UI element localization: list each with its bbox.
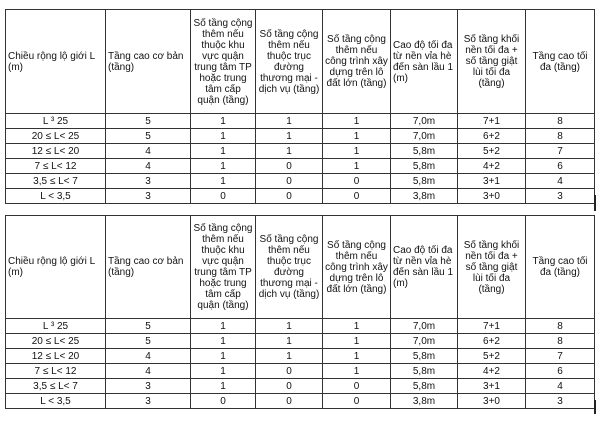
table-cell: 1	[191, 174, 256, 189]
table-cell: 8	[526, 114, 595, 129]
header-central-district-bonus: Số tầng cộng thêm nếu thuộc khu vực quận trung tâm TP hoặc trung tâm cấp quận (tầng)	[191, 10, 256, 114]
table-cell: 4	[106, 349, 191, 364]
table-cell: 4	[526, 379, 595, 394]
table-cell: 0	[191, 394, 256, 409]
header-base-floors: Tầng cao cơ bản (tầng)	[106, 216, 191, 319]
table-cell: 1	[191, 144, 256, 159]
table-cell: 0	[256, 364, 323, 379]
table-row	[6, 129, 595, 144]
table-cell: 1	[256, 319, 323, 334]
table-row	[6, 394, 595, 409]
table-row	[6, 159, 595, 174]
edge-mark	[594, 400, 596, 414]
table-cell: 7 ≤ L< 12	[6, 159, 106, 174]
table-cell: 5	[106, 319, 191, 334]
table-cell: 8	[526, 319, 595, 334]
table-row	[6, 349, 595, 364]
header-max-first-floor-height: Cao độ tối đa từ nền vỉa hè đến sàn lầu 1 (m)	[391, 216, 458, 319]
table-row	[6, 174, 595, 189]
table-cell: 1	[323, 114, 391, 129]
table-cell: 3,8m	[391, 394, 458, 409]
table-cell: 7+1	[458, 114, 526, 129]
table-cell: 7,0m	[391, 334, 458, 349]
table-cell: 3+1	[458, 174, 526, 189]
table-cell: 8	[526, 129, 595, 144]
table-row	[6, 319, 595, 334]
table-cell: 7	[526, 144, 595, 159]
header-commercial-axis-bonus: Số tầng cộng thêm nếu thuộc trục đường thương mại - dịch vụ (tầng)	[256, 10, 323, 114]
table-cell: 7,0m	[391, 114, 458, 129]
table-cell: 6+2	[458, 129, 526, 144]
table-cell: 3	[526, 189, 595, 204]
table-cell: 0	[323, 394, 391, 409]
table-cell: 1	[191, 114, 256, 129]
table-cell: 4	[106, 364, 191, 379]
table-cell: 0	[323, 189, 391, 204]
table-cell: 0	[256, 189, 323, 204]
table-cell: 12 ≤ L< 20	[6, 349, 106, 364]
header-max-floors: Tầng cao tối đa (tầng)	[526, 216, 595, 319]
header-base-setback-floors: Số tầng khối nền tối đa + số tầng giật lùi tối đa (tầng)	[458, 10, 526, 114]
table-cell: 12 ≤ L< 20	[6, 144, 106, 159]
table-cell: 3	[106, 394, 191, 409]
table-cell: 3	[106, 379, 191, 394]
table-cell: 3+0	[458, 189, 526, 204]
table-cell: 7 ≤ L< 12	[6, 364, 106, 379]
table-cell: 1	[323, 159, 391, 174]
table-cell: 4	[106, 144, 191, 159]
header-row	[6, 216, 595, 319]
table-cell: 0	[323, 379, 391, 394]
table-cell: 1	[256, 334, 323, 349]
table-row	[6, 114, 595, 129]
table-cell: L < 3,5	[6, 189, 106, 204]
table-cell: 3,5 ≤ L< 7	[6, 379, 106, 394]
header-base-floors: Tầng cao cơ bản (tầng)	[106, 10, 191, 114]
table-cell: 8	[526, 334, 595, 349]
table-row	[6, 364, 595, 379]
table-cell: 5	[106, 129, 191, 144]
table-cell: 3,5 ≤ L< 7	[6, 174, 106, 189]
table-cell: 0	[256, 379, 323, 394]
table-cell: 5	[106, 334, 191, 349]
header-large-lot-bonus: Số tầng cộng thêm nếu công trình xây dựng trên lô đất lớn (tầng)	[323, 10, 391, 114]
table-cell: 7,0m	[391, 129, 458, 144]
table-row	[6, 379, 595, 394]
table-cell: 0	[191, 189, 256, 204]
table-cell: 1	[191, 349, 256, 364]
table-cell: 6+2	[458, 334, 526, 349]
table-cell: 1	[191, 129, 256, 144]
table-row	[6, 144, 595, 159]
table-cell: 7,0m	[391, 319, 458, 334]
table-cell: 0	[256, 159, 323, 174]
table-cell: 5	[106, 114, 191, 129]
header-road-width: Chiều rộng lộ giới L (m)	[6, 10, 106, 114]
table-cell: 1	[256, 129, 323, 144]
table-cell: 4	[526, 174, 595, 189]
edge-mark	[594, 195, 596, 211]
table-cell: 1	[323, 334, 391, 349]
table-cell: 5+2	[458, 144, 526, 159]
table-cell: 1	[323, 144, 391, 159]
table-cell: 1	[256, 144, 323, 159]
table-cell: 1	[256, 349, 323, 364]
table-cell: 0	[256, 174, 323, 189]
building-height-table-top	[5, 9, 595, 204]
table-cell: L < 3,5	[6, 394, 106, 409]
table-cell: 1	[323, 364, 391, 379]
table-cell: 7+1	[458, 319, 526, 334]
building-height-table-bottom	[5, 215, 595, 409]
table-cell: 3	[526, 394, 595, 409]
table-cell: 5,8m	[391, 174, 458, 189]
table-cell: 1	[256, 114, 323, 129]
header-large-lot-bonus: Số tầng cộng thêm nếu công trình xây dựng trên lô đất lớn (tầng)	[323, 216, 391, 319]
table-cell: 3+0	[458, 394, 526, 409]
header-road-width: Chiều rộng lộ giới L (m)	[6, 216, 106, 319]
table-cell: 1	[323, 319, 391, 334]
table-cell: 5,8m	[391, 364, 458, 379]
table-cell: 1	[191, 319, 256, 334]
table-cell: 5+2	[458, 349, 526, 364]
header-base-setback-floors: Số tầng khối nền tối đa + số tầng giật lùi tối đa (tầng)	[458, 216, 526, 319]
table-cell: 5,8m	[391, 159, 458, 174]
header-max-first-floor-height: Cao độ tối đa từ nền vỉa hè đến sàn lầu 1 (m)	[391, 10, 458, 114]
header-central-district-bonus: Số tầng cộng thêm nếu thuộc khu vực quận trung tâm TP hoặc trung tâm cấp quận (tầng)	[191, 216, 256, 319]
table-cell: 6	[526, 159, 595, 174]
table-cell: 0	[256, 394, 323, 409]
table-cell: L ³ 25	[6, 114, 106, 129]
table-cell: 0	[323, 174, 391, 189]
header-commercial-axis-bonus: Số tầng cộng thêm nếu thuộc trục đường thương mại - dịch vụ (tầng)	[256, 216, 323, 319]
table-cell: 5,8m	[391, 349, 458, 364]
table-cell: 4	[106, 159, 191, 174]
table-cell: 5,8m	[391, 144, 458, 159]
table-cell: 3,8m	[391, 189, 458, 204]
header-row	[6, 10, 595, 114]
table-cell: 3+1	[458, 379, 526, 394]
table-row	[6, 334, 595, 349]
table-cell: 20 ≤ L< 25	[6, 129, 106, 144]
table-cell: 3	[106, 189, 191, 204]
table-cell: 6	[526, 364, 595, 379]
table-cell: 1	[323, 129, 391, 144]
table-cell: 20 ≤ L< 25	[6, 334, 106, 349]
table-cell: 1	[191, 379, 256, 394]
table-cell: 1	[191, 334, 256, 349]
table-cell: L ³ 25	[6, 319, 106, 334]
table-cell: 1	[191, 364, 256, 379]
table-cell: 5,8m	[391, 379, 458, 394]
table-row	[6, 189, 595, 204]
table-cell: 4+2	[458, 159, 526, 174]
header-max-floors: Tầng cao tối đa (tầng)	[526, 10, 595, 114]
table-cell: 3	[106, 174, 191, 189]
table-cell: 1	[323, 349, 391, 364]
table-cell: 4+2	[458, 364, 526, 379]
table-cell: 1	[191, 159, 256, 174]
table-cell: 7	[526, 349, 595, 364]
